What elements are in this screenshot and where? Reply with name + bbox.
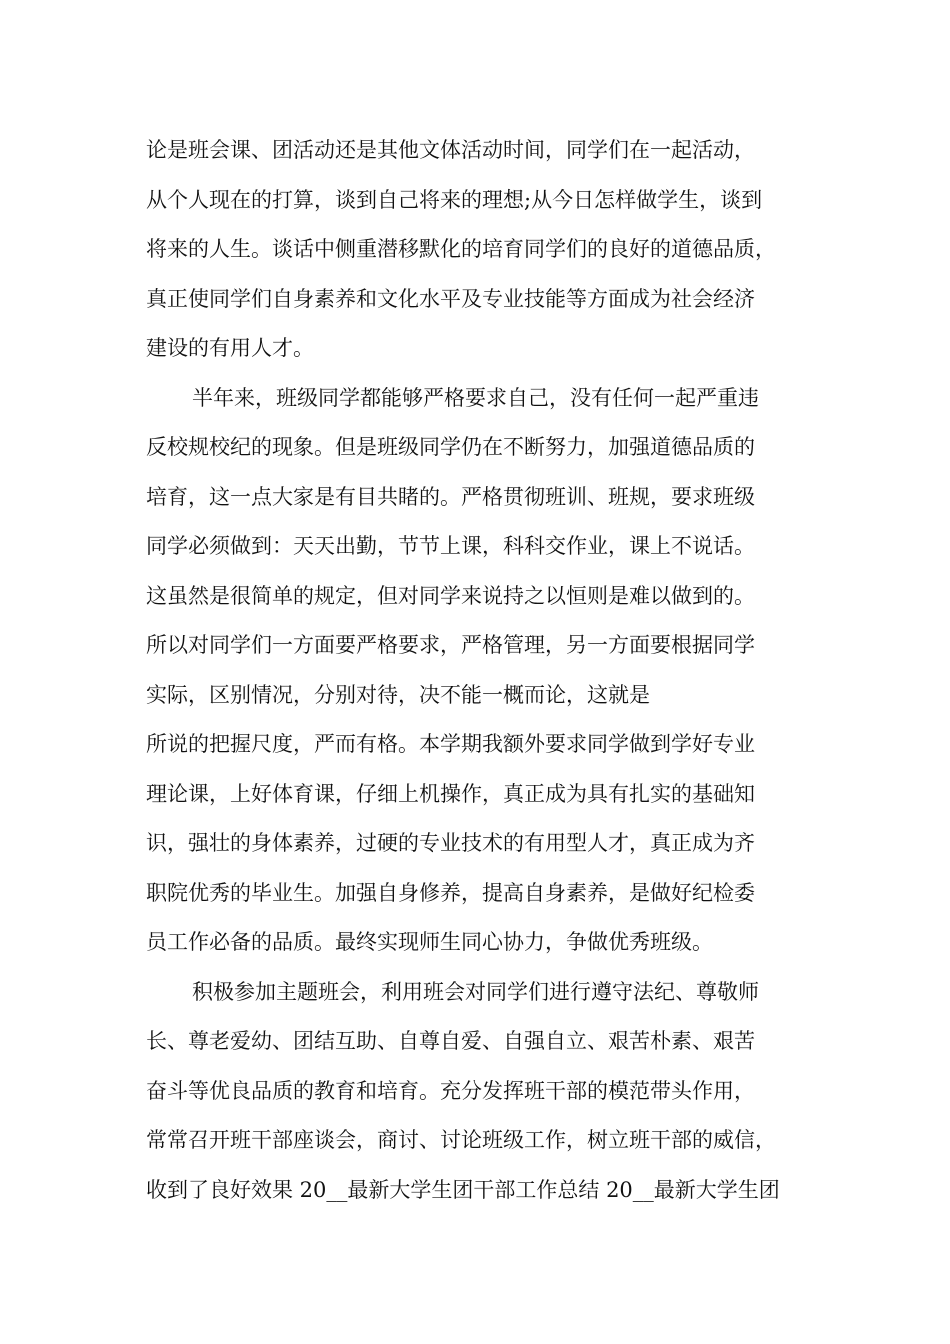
text-line: 常常召开班干部座谈会，商讨、讨论班级工作，树立班干部的威信，: [146, 1128, 776, 1152]
text-line: 职院优秀的毕业生。加强自身修养，提高自身素养，是做好纪检委: [146, 880, 755, 905]
text-line: 从个人现在的打算，谈到自己将来的理想;从今日怎样做学生，谈到: [146, 187, 763, 212]
text-line: 积极参加主题班会，利用班会对同学们进行遵守法纪、尊敬师: [192, 979, 759, 1004]
text-line: 长、尊老爱幼、团结互助、自尊自爱、自强自立、艰苦朴素、艰苦: [146, 1029, 755, 1053]
text-line: 同学必须做到：天天出勤，节节上课，科科交作业，课上不说话。: [146, 534, 755, 558]
text-line: 收到了良好效果 20__最新大学生团干部工作总结 20__最新大学生团: [146, 1177, 780, 1202]
text-line: 这虽然是很简单的规定，但对同学来说持之以恒则是难以做到的。: [146, 583, 755, 608]
text-line: 实际，区别情况，分别对待，决不能一概而论，这就是: [146, 682, 650, 707]
text-line: 真正使同学们自身素养和文化水平及专业技能等方面成为社会经济: [146, 286, 755, 311]
text-line: 培育，这一点大家是有目共睹的。严格贯彻班训、班规，要求班级: [146, 484, 755, 509]
text-line: 奋斗等优良品质的教育和培育。充分发挥班干部的模范带头作用，: [146, 1078, 755, 1103]
text-line: 理论课，上好体育课，仔细上机操作，真正成为具有扎实的基础知: [146, 781, 755, 806]
text-line: 所说的把握尺度，严而有格。本学期我额外要求同学做到学好专业: [146, 732, 755, 756]
document-body: [146, 126, 826, 1215]
text-line: 识，强壮的身体素养，过硬的专业技术的有用型人才，真正成为齐: [146, 831, 755, 855]
text-line: 反校规校纪的现象。但是班级同学仍在不断努力，加强道德品质的: [146, 435, 755, 459]
text-line: 将来的人生。谈话中侧重潜移默化的培育同学们的良好的道德品质，: [146, 237, 776, 261]
text-line: 论是班会课、团活动还是其他文体活动时间，同学们在一起活动，: [146, 138, 755, 162]
text-line: 员工作必备的品质。最终实现师生同心协力，争做优秀班级。: [146, 930, 713, 954]
text-line: 所以对同学们一方面要严格要求，严格管理，另一方面要根据同学: [146, 633, 755, 657]
text-line: 建设的有用人才。: [146, 336, 314, 360]
text-line: 半年来，班级同学都能够严格要求自己，没有任何一起严重违: [192, 385, 759, 410]
